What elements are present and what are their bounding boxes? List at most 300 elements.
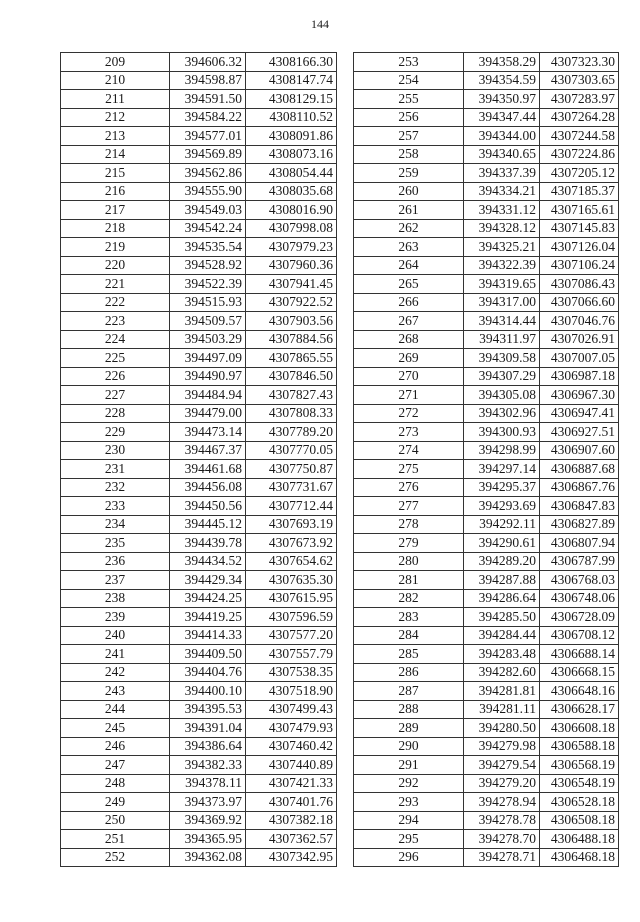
table-row — [61, 515, 337, 534]
table-row — [354, 404, 619, 423]
table-row — [354, 201, 619, 220]
y-coordinate-cell: 4307323.30 — [540, 53, 619, 72]
point-number-cell: 262 — [354, 219, 464, 238]
point-number-cell: 267 — [354, 312, 464, 331]
table-row — [61, 256, 337, 275]
x-coordinate-cell: 394293.69 — [464, 497, 540, 516]
table-row — [354, 256, 619, 275]
y-coordinate-cell: 4306947.41 — [540, 404, 619, 423]
x-coordinate-cell: 394311.97 — [464, 330, 540, 349]
point-number-cell: 274 — [354, 441, 464, 460]
point-number-cell: 221 — [61, 275, 170, 294]
point-number-cell: 253 — [354, 53, 464, 72]
y-coordinate-cell: 4307421.33 — [246, 774, 337, 793]
point-number-cell: 260 — [354, 182, 464, 201]
table-row — [354, 811, 619, 830]
point-number-cell: 261 — [354, 201, 464, 220]
y-coordinate-cell: 4308129.15 — [246, 90, 337, 109]
y-coordinate-cell: 4307903.56 — [246, 312, 337, 331]
point-number-cell: 284 — [354, 626, 464, 645]
point-number-cell: 242 — [61, 663, 170, 682]
point-number-cell: 244 — [61, 700, 170, 719]
point-number-cell: 222 — [61, 293, 170, 312]
x-coordinate-cell: 394456.08 — [170, 478, 246, 497]
point-number-cell: 226 — [61, 367, 170, 386]
point-number-cell: 257 — [354, 127, 464, 146]
x-coordinate-cell: 394340.65 — [464, 145, 540, 164]
table-row — [61, 127, 337, 146]
table-row — [61, 589, 337, 608]
x-coordinate-cell: 394279.54 — [464, 756, 540, 775]
point-number-cell: 281 — [354, 571, 464, 590]
y-coordinate-cell: 4307283.97 — [540, 90, 619, 109]
y-coordinate-cell: 4308166.30 — [246, 53, 337, 72]
y-coordinate-cell: 4307185.37 — [540, 182, 619, 201]
point-number-cell: 273 — [354, 423, 464, 442]
x-coordinate-cell: 394278.94 — [464, 793, 540, 812]
point-number-cell: 286 — [354, 663, 464, 682]
x-coordinate-cell: 394317.00 — [464, 293, 540, 312]
x-coordinate-cell: 394278.78 — [464, 811, 540, 830]
y-coordinate-cell: 4306648.16 — [540, 682, 619, 701]
y-coordinate-cell: 4307596.59 — [246, 608, 337, 627]
x-coordinate-cell: 394569.89 — [170, 145, 246, 164]
y-coordinate-cell: 4306987.18 — [540, 367, 619, 386]
y-coordinate-cell: 4307750.87 — [246, 460, 337, 479]
point-number-cell: 238 — [61, 589, 170, 608]
table-row — [61, 441, 337, 460]
y-coordinate-cell: 4307808.33 — [246, 404, 337, 423]
point-number-cell: 266 — [354, 293, 464, 312]
table-row — [61, 830, 337, 849]
y-coordinate-cell: 4307126.04 — [540, 238, 619, 257]
x-coordinate-cell: 394404.76 — [170, 663, 246, 682]
table-row — [354, 219, 619, 238]
table-row — [61, 793, 337, 812]
point-number-cell: 225 — [61, 349, 170, 368]
y-coordinate-cell: 4306548.19 — [540, 774, 619, 793]
point-number-cell: 285 — [354, 645, 464, 664]
point-number-cell: 229 — [61, 423, 170, 442]
y-coordinate-cell: 4307615.95 — [246, 589, 337, 608]
y-coordinate-cell: 4307460.42 — [246, 737, 337, 756]
y-coordinate-cell: 4306488.18 — [540, 830, 619, 849]
x-coordinate-cell: 394354.59 — [464, 71, 540, 90]
table-row — [354, 663, 619, 682]
y-coordinate-cell: 4307712.44 — [246, 497, 337, 516]
y-coordinate-cell: 4308016.90 — [246, 201, 337, 220]
x-coordinate-cell: 394577.01 — [170, 127, 246, 146]
table-row — [61, 90, 337, 109]
point-number-cell: 271 — [354, 386, 464, 405]
y-coordinate-cell: 4306588.18 — [540, 737, 619, 756]
point-number-cell: 272 — [354, 404, 464, 423]
y-coordinate-cell: 4306967.30 — [540, 386, 619, 405]
x-coordinate-cell: 394283.48 — [464, 645, 540, 664]
y-coordinate-cell: 4307827.43 — [246, 386, 337, 405]
y-coordinate-cell: 4307998.08 — [246, 219, 337, 238]
point-number-cell: 275 — [354, 460, 464, 479]
x-coordinate-cell: 394584.22 — [170, 108, 246, 127]
point-number-cell: 210 — [61, 71, 170, 90]
y-coordinate-cell: 4307941.45 — [246, 275, 337, 294]
y-coordinate-cell: 4307342.95 — [246, 848, 337, 867]
table-row — [61, 719, 337, 738]
table-row — [354, 330, 619, 349]
table-row — [354, 774, 619, 793]
point-number-cell: 296 — [354, 848, 464, 867]
page-number: 144 — [311, 17, 329, 31]
x-coordinate-cell: 394365.95 — [170, 830, 246, 849]
point-number-cell: 234 — [61, 515, 170, 534]
table-row — [354, 515, 619, 534]
x-coordinate-cell: 394302.96 — [464, 404, 540, 423]
table-row — [354, 589, 619, 608]
table-row — [354, 349, 619, 368]
x-coordinate-cell: 394400.10 — [170, 682, 246, 701]
point-number-cell: 209 — [61, 53, 170, 72]
table-row — [354, 626, 619, 645]
x-coordinate-cell: 394535.54 — [170, 238, 246, 257]
point-number-cell: 212 — [61, 108, 170, 127]
x-coordinate-cell: 394562.86 — [170, 164, 246, 183]
y-coordinate-cell: 4306708.12 — [540, 626, 619, 645]
y-coordinate-cell: 4306608.18 — [540, 719, 619, 738]
y-coordinate-cell: 4307205.12 — [540, 164, 619, 183]
table-row — [61, 700, 337, 719]
y-coordinate-cell: 4307479.93 — [246, 719, 337, 738]
y-coordinate-cell: 4306907.60 — [540, 441, 619, 460]
table-row — [354, 478, 619, 497]
y-coordinate-cell: 4308091.86 — [246, 127, 337, 146]
table-row — [61, 756, 337, 775]
x-coordinate-cell: 394281.11 — [464, 700, 540, 719]
point-number-cell: 282 — [354, 589, 464, 608]
table-row — [61, 238, 337, 257]
y-coordinate-cell: 4307401.76 — [246, 793, 337, 812]
x-coordinate-cell: 394281.81 — [464, 682, 540, 701]
x-coordinate-cell: 394382.33 — [170, 756, 246, 775]
table-row — [354, 534, 619, 553]
y-coordinate-cell: 4307518.90 — [246, 682, 337, 701]
y-coordinate-cell: 4306847.83 — [540, 497, 619, 516]
table-row — [354, 275, 619, 294]
table-row — [61, 275, 337, 294]
y-coordinate-cell: 4308073.16 — [246, 145, 337, 164]
table-row — [354, 238, 619, 257]
y-coordinate-cell: 4308054.44 — [246, 164, 337, 183]
table-body-left — [61, 53, 337, 867]
point-number-cell: 233 — [61, 497, 170, 516]
x-coordinate-cell: 394386.64 — [170, 737, 246, 756]
table-row — [61, 645, 337, 664]
x-coordinate-cell: 394298.99 — [464, 441, 540, 460]
y-coordinate-cell: 4306867.76 — [540, 478, 619, 497]
x-coordinate-cell: 394414.33 — [170, 626, 246, 645]
table-row — [61, 108, 337, 127]
table-row — [61, 53, 337, 72]
y-coordinate-cell: 4306927.51 — [540, 423, 619, 442]
point-number-cell: 230 — [61, 441, 170, 460]
point-number-cell: 215 — [61, 164, 170, 183]
y-coordinate-cell: 4307884.56 — [246, 330, 337, 349]
y-coordinate-cell: 4307789.20 — [246, 423, 337, 442]
point-number-cell: 252 — [61, 848, 170, 867]
x-coordinate-cell: 394549.03 — [170, 201, 246, 220]
point-number-cell: 249 — [61, 793, 170, 812]
y-coordinate-cell: 4308035.68 — [246, 182, 337, 201]
table-row — [61, 774, 337, 793]
table-row — [354, 682, 619, 701]
y-coordinate-cell: 4306468.18 — [540, 848, 619, 867]
y-coordinate-cell: 4306787.99 — [540, 552, 619, 571]
y-coordinate-cell: 4306728.09 — [540, 608, 619, 627]
coordinates-table-left — [60, 52, 337, 867]
point-number-cell: 278 — [354, 515, 464, 534]
point-number-cell: 216 — [61, 182, 170, 201]
y-coordinate-cell: 4307382.18 — [246, 811, 337, 830]
coordinates-table-right — [353, 52, 619, 867]
table-row — [354, 182, 619, 201]
y-coordinate-cell: 4307244.58 — [540, 127, 619, 146]
point-number-cell: 263 — [354, 238, 464, 257]
point-number-cell: 291 — [354, 756, 464, 775]
point-number-cell: 258 — [354, 145, 464, 164]
point-number-cell: 223 — [61, 312, 170, 331]
point-number-cell: 255 — [354, 90, 464, 109]
y-coordinate-cell: 4307007.05 — [540, 349, 619, 368]
x-coordinate-cell: 394369.92 — [170, 811, 246, 830]
point-number-cell: 292 — [354, 774, 464, 793]
table-row — [61, 811, 337, 830]
table-row — [354, 423, 619, 442]
y-coordinate-cell: 4306508.18 — [540, 811, 619, 830]
x-coordinate-cell: 394350.97 — [464, 90, 540, 109]
y-coordinate-cell: 4306688.14 — [540, 645, 619, 664]
table-row — [61, 182, 337, 201]
y-coordinate-cell: 4307303.65 — [540, 71, 619, 90]
x-coordinate-cell: 394419.25 — [170, 608, 246, 627]
table-row — [61, 534, 337, 553]
table-row — [61, 312, 337, 331]
x-coordinate-cell: 394358.29 — [464, 53, 540, 72]
x-coordinate-cell: 394429.34 — [170, 571, 246, 590]
table-row — [354, 386, 619, 405]
point-number-cell: 259 — [354, 164, 464, 183]
table-row — [354, 756, 619, 775]
table-row — [61, 552, 337, 571]
point-number-cell: 270 — [354, 367, 464, 386]
point-number-cell: 246 — [61, 737, 170, 756]
x-coordinate-cell: 394309.58 — [464, 349, 540, 368]
y-coordinate-cell: 4307086.43 — [540, 275, 619, 294]
table-row — [61, 219, 337, 238]
y-coordinate-cell: 4307026.91 — [540, 330, 619, 349]
table-row — [354, 737, 619, 756]
x-coordinate-cell: 394322.39 — [464, 256, 540, 275]
x-coordinate-cell: 394307.29 — [464, 367, 540, 386]
x-coordinate-cell: 394284.44 — [464, 626, 540, 645]
y-coordinate-cell: 4307224.86 — [540, 145, 619, 164]
point-number-cell: 211 — [61, 90, 170, 109]
x-coordinate-cell: 394337.39 — [464, 164, 540, 183]
x-coordinate-cell: 394598.87 — [170, 71, 246, 90]
x-coordinate-cell: 394391.04 — [170, 719, 246, 738]
point-number-cell: 288 — [354, 700, 464, 719]
y-coordinate-cell: 4307106.24 — [540, 256, 619, 275]
table-row — [354, 793, 619, 812]
point-number-cell: 268 — [354, 330, 464, 349]
point-number-cell: 214 — [61, 145, 170, 164]
table-row — [354, 164, 619, 183]
y-coordinate-cell: 4307440.89 — [246, 756, 337, 775]
x-coordinate-cell: 394282.60 — [464, 663, 540, 682]
point-number-cell: 264 — [354, 256, 464, 275]
x-coordinate-cell: 394279.20 — [464, 774, 540, 793]
x-coordinate-cell: 394434.52 — [170, 552, 246, 571]
table-row — [61, 404, 337, 423]
point-number-cell: 254 — [354, 71, 464, 90]
y-coordinate-cell: 4306887.68 — [540, 460, 619, 479]
y-coordinate-cell: 4307577.20 — [246, 626, 337, 645]
table-row — [354, 848, 619, 867]
point-number-cell: 277 — [354, 497, 464, 516]
x-coordinate-cell: 394297.14 — [464, 460, 540, 479]
y-coordinate-cell: 4307066.60 — [540, 293, 619, 312]
point-number-cell: 245 — [61, 719, 170, 738]
table-row — [354, 53, 619, 72]
point-number-cell: 280 — [354, 552, 464, 571]
x-coordinate-cell: 394334.21 — [464, 182, 540, 201]
table-row — [61, 367, 337, 386]
x-coordinate-cell: 394292.11 — [464, 515, 540, 534]
x-coordinate-cell: 394522.39 — [170, 275, 246, 294]
table-row — [61, 497, 337, 516]
x-coordinate-cell: 394278.70 — [464, 830, 540, 849]
x-coordinate-cell: 394509.57 — [170, 312, 246, 331]
x-coordinate-cell: 394314.44 — [464, 312, 540, 331]
y-coordinate-cell: 4307557.79 — [246, 645, 337, 664]
table-row — [354, 497, 619, 516]
point-number-cell: 247 — [61, 756, 170, 775]
point-number-cell: 293 — [354, 793, 464, 812]
table-row — [354, 719, 619, 738]
y-coordinate-cell: 4307165.61 — [540, 201, 619, 220]
point-number-cell: 265 — [354, 275, 464, 294]
point-number-cell: 289 — [354, 719, 464, 738]
table-row — [61, 71, 337, 90]
x-coordinate-cell: 394286.64 — [464, 589, 540, 608]
table-row — [354, 108, 619, 127]
x-coordinate-cell: 394325.21 — [464, 238, 540, 257]
point-number-cell: 294 — [354, 811, 464, 830]
y-coordinate-cell: 4306807.94 — [540, 534, 619, 553]
x-coordinate-cell: 394305.08 — [464, 386, 540, 405]
x-coordinate-cell: 394347.44 — [464, 108, 540, 127]
table-row — [354, 145, 619, 164]
x-coordinate-cell: 394278.71 — [464, 848, 540, 867]
x-coordinate-cell: 394606.32 — [170, 53, 246, 72]
point-number-cell: 220 — [61, 256, 170, 275]
point-number-cell: 290 — [354, 737, 464, 756]
x-coordinate-cell: 394295.37 — [464, 478, 540, 497]
x-coordinate-cell: 394373.97 — [170, 793, 246, 812]
x-coordinate-cell: 394344.00 — [464, 127, 540, 146]
y-coordinate-cell: 4307846.50 — [246, 367, 337, 386]
table-row — [61, 349, 337, 368]
point-number-cell: 287 — [354, 682, 464, 701]
table-row — [61, 460, 337, 479]
x-coordinate-cell: 394287.88 — [464, 571, 540, 590]
table-row — [354, 293, 619, 312]
x-coordinate-cell: 394445.12 — [170, 515, 246, 534]
x-coordinate-cell: 394528.92 — [170, 256, 246, 275]
table-row — [354, 700, 619, 719]
y-coordinate-cell: 4307654.62 — [246, 552, 337, 571]
point-number-cell: 219 — [61, 238, 170, 257]
table-row — [354, 90, 619, 109]
x-coordinate-cell: 394473.14 — [170, 423, 246, 442]
point-number-cell: 224 — [61, 330, 170, 349]
table-row — [61, 626, 337, 645]
x-coordinate-cell: 394285.50 — [464, 608, 540, 627]
y-coordinate-cell: 4307960.36 — [246, 256, 337, 275]
table-row — [61, 608, 337, 627]
y-coordinate-cell: 4307922.52 — [246, 293, 337, 312]
table-row — [354, 645, 619, 664]
y-coordinate-cell: 4306748.06 — [540, 589, 619, 608]
x-coordinate-cell: 394424.25 — [170, 589, 246, 608]
x-coordinate-cell: 394300.93 — [464, 423, 540, 442]
x-coordinate-cell: 394331.12 — [464, 201, 540, 220]
x-coordinate-cell: 394490.97 — [170, 367, 246, 386]
x-coordinate-cell: 394378.11 — [170, 774, 246, 793]
table-row — [354, 571, 619, 590]
point-number-cell: 240 — [61, 626, 170, 645]
y-coordinate-cell: 4307673.92 — [246, 534, 337, 553]
table-row — [61, 293, 337, 312]
x-coordinate-cell: 394484.94 — [170, 386, 246, 405]
y-coordinate-cell: 4307499.43 — [246, 700, 337, 719]
point-number-cell: 248 — [61, 774, 170, 793]
table-row — [61, 386, 337, 405]
y-coordinate-cell: 4307264.28 — [540, 108, 619, 127]
y-coordinate-cell: 4306528.18 — [540, 793, 619, 812]
table-row — [61, 201, 337, 220]
table-row — [61, 330, 337, 349]
table-body-right — [354, 53, 619, 867]
x-coordinate-cell: 394439.78 — [170, 534, 246, 553]
y-coordinate-cell: 4307046.76 — [540, 312, 619, 331]
y-coordinate-cell: 4307770.05 — [246, 441, 337, 460]
point-number-cell: 241 — [61, 645, 170, 664]
point-number-cell: 279 — [354, 534, 464, 553]
y-coordinate-cell: 4307145.83 — [540, 219, 619, 238]
table-row — [61, 145, 337, 164]
point-number-cell: 231 — [61, 460, 170, 479]
table-row — [354, 367, 619, 386]
x-coordinate-cell: 394461.68 — [170, 460, 246, 479]
x-coordinate-cell: 394290.61 — [464, 534, 540, 553]
point-number-cell: 218 — [61, 219, 170, 238]
x-coordinate-cell: 394467.37 — [170, 441, 246, 460]
point-number-cell: 276 — [354, 478, 464, 497]
x-coordinate-cell: 394409.50 — [170, 645, 246, 664]
table-row — [61, 848, 337, 867]
y-coordinate-cell: 4307979.23 — [246, 238, 337, 257]
table-row — [61, 478, 337, 497]
point-number-cell: 217 — [61, 201, 170, 220]
